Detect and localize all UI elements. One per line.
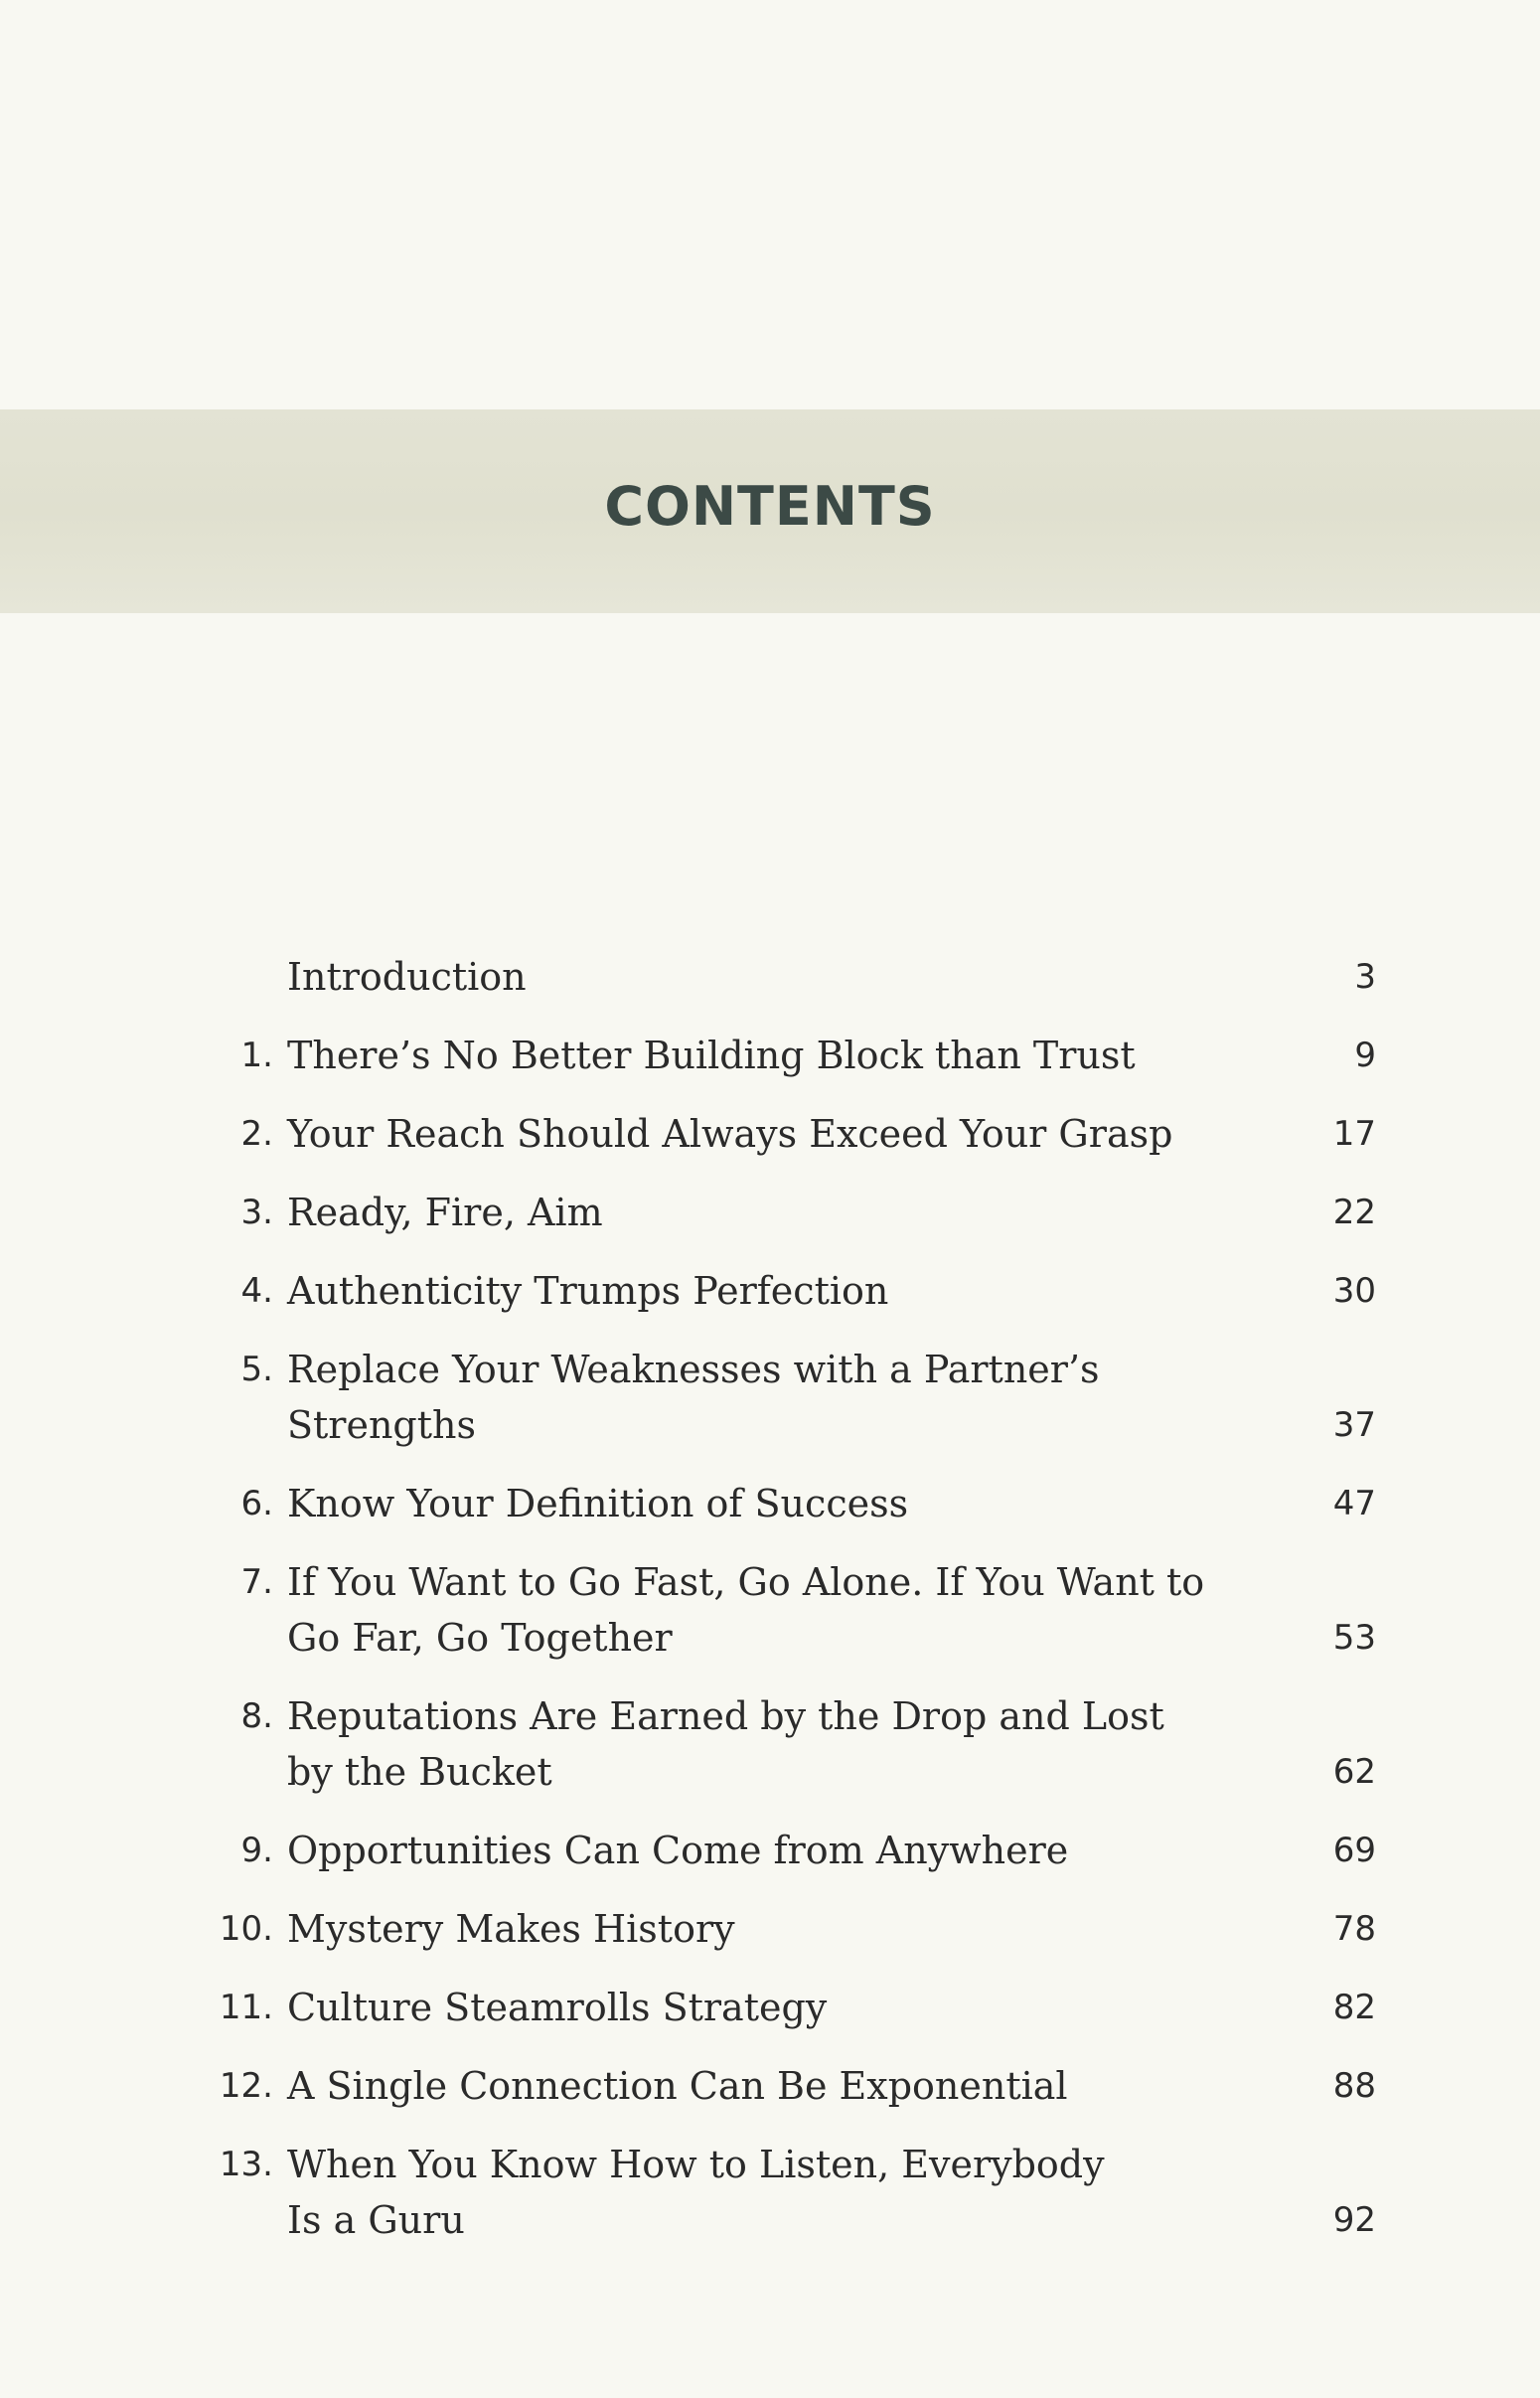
page-number: 37: [1332, 1405, 1376, 1445]
chapter-number: 1.: [240, 1036, 273, 1075]
chapter-title: [287, 1901, 1221, 1957]
chapter-number: 6.: [240, 1484, 273, 1523]
chapter-title: [287, 1476, 1221, 1531]
chapter-number: 11.: [219, 1988, 273, 2027]
chapter-number: 12.: [219, 2066, 273, 2106]
page-number: 78: [1332, 1909, 1376, 1949]
chapter-title: [287, 1263, 1221, 1319]
chapter-title-line: There’s No Better Building Block than Trust: [287, 1034, 1136, 1077]
page-number: 62: [1332, 1752, 1376, 1792]
chapter-number: 7.: [240, 1562, 273, 1602]
page-number: 9: [1354, 1036, 1376, 1075]
chapter-title: [287, 2058, 1221, 2114]
page-number: 69: [1332, 1831, 1376, 1870]
page-number: 22: [1332, 1193, 1376, 1232]
chapter-number: 9.: [240, 1831, 273, 1870]
chapter-title-line: Replace Your Weaknesses with a Partner’s: [287, 1348, 1100, 1391]
contents-heading: CONTENTS: [604, 475, 936, 538]
chapter-title-line: If You Want to Go Fast, Go Alone. If You Want to: [287, 1560, 1205, 1604]
chapter-title-line: Know Your Definition of Success: [287, 1482, 909, 1525]
chapter-title-line: A Single Connection Can Be Exponential: [287, 2064, 1068, 2108]
page-number: 88: [1332, 2066, 1376, 2106]
chapter-title-line: Mystery Makes History: [287, 1907, 735, 1951]
chapter-title: [287, 1342, 1221, 1453]
chapter-title: [287, 1980, 1221, 2035]
chapter-title: [287, 1823, 1221, 1878]
chapter-title-line: Introduction: [287, 955, 527, 999]
chapter-title-line: Your Reach Should Always Exceed Your Grasp: [287, 1112, 1173, 1156]
chapter-title: [287, 1185, 1221, 1240]
chapter-title-line: Strengths: [287, 1403, 476, 1447]
chapter-title-line: Ready, Fire, Aim: [287, 1191, 603, 1234]
chapter-title-line: Opportunities Can Come from Anywhere: [287, 1829, 1069, 1872]
chapter-title: [287, 1028, 1221, 1083]
chapter-number: 10.: [219, 1909, 273, 1949]
page-number: 92: [1332, 2200, 1376, 2240]
chapter-title: [287, 2137, 1221, 2248]
page-number: 17: [1332, 1114, 1376, 1154]
chapter-number: 2.: [240, 1114, 273, 1154]
chapter-number: 3.: [240, 1193, 273, 1232]
chapter-title-line: Reputations Are Earned by the Drop and Lost: [287, 1694, 1164, 1738]
chapter-title: [287, 949, 1221, 1005]
chapter-number: 4.: [240, 1271, 273, 1311]
page-number: 3: [1354, 957, 1376, 997]
page-number: 53: [1332, 1618, 1376, 1658]
page-number: 82: [1332, 1988, 1376, 2027]
chapter-title-line: Culture Steamrolls Strategy: [287, 1986, 828, 2029]
chapter-title-line: When You Know How to Listen, Everybody: [287, 2143, 1105, 2186]
chapter-number: 13.: [219, 2145, 273, 2184]
chapter-title-line: Authenticity Trumps Perfection: [287, 1269, 889, 1313]
chapter-title: [287, 1688, 1221, 1800]
page-number: 30: [1332, 1271, 1376, 1311]
chapter-number: 8.: [240, 1696, 273, 1736]
chapter-number: 5.: [240, 1350, 273, 1389]
page-number: 47: [1332, 1484, 1376, 1523]
chapter-title-line: Go Far, Go Together: [287, 1616, 673, 1660]
chapter-title-line: Is a Guru: [287, 2198, 465, 2242]
chapter-title: [287, 1106, 1221, 1162]
chapter-title: [287, 1554, 1221, 1666]
chapter-title-line: by the Bucket: [287, 1750, 552, 1794]
